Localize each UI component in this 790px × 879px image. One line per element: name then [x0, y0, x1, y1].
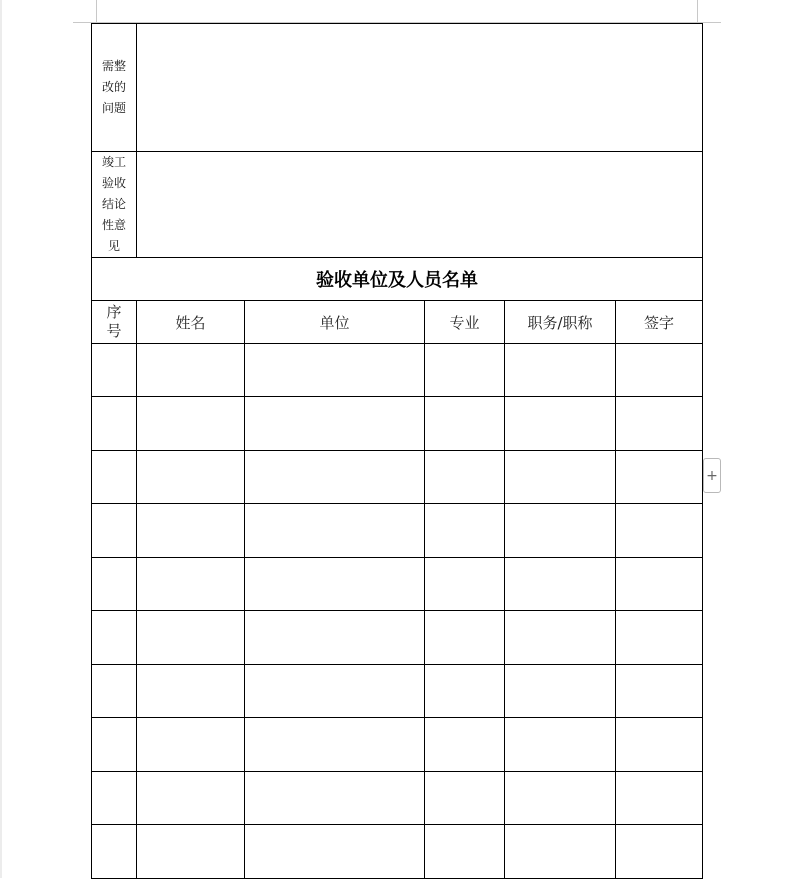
cell-sign[interactable] — [616, 397, 703, 451]
header-seq: 序 号 — [92, 301, 137, 344]
table-row — [92, 611, 703, 665]
cell-major[interactable] — [425, 665, 505, 718]
cell-unit[interactable] — [245, 611, 425, 665]
header-sign: 签字 — [616, 301, 703, 344]
cell-title[interactable] — [505, 344, 616, 397]
header-name: 姓名 — [137, 301, 245, 344]
person-rows — [92, 344, 703, 879]
issues-content-cell[interactable] — [137, 24, 703, 152]
cell-unit[interactable] — [245, 451, 425, 504]
cell-major[interactable] — [425, 825, 505, 879]
cell-major[interactable] — [425, 558, 505, 611]
cell-name[interactable] — [137, 611, 245, 665]
table-row — [92, 825, 703, 879]
table-row — [92, 665, 703, 718]
page-edge — [0, 0, 2, 878]
cell-major[interactable] — [425, 451, 505, 504]
cell-name[interactable] — [137, 397, 245, 451]
margin-guide-right — [697, 0, 698, 22]
cell-name[interactable] — [137, 558, 245, 611]
cell-title[interactable] — [505, 611, 616, 665]
cell-major[interactable] — [425, 772, 505, 825]
cell-sign[interactable] — [616, 611, 703, 665]
cell-name[interactable] — [137, 504, 245, 558]
cell-title[interactable] — [505, 718, 616, 772]
table-row — [92, 397, 703, 451]
header-row — [92, 301, 703, 344]
conclusion-row — [92, 152, 703, 258]
cell-unit[interactable] — [245, 558, 425, 611]
cell-seq[interactable] — [92, 665, 137, 718]
cell-unit[interactable] — [245, 504, 425, 558]
conclusion-content-cell[interactable] — [137, 152, 703, 258]
cell-unit[interactable] — [245, 772, 425, 825]
cell-sign[interactable] — [616, 718, 703, 772]
cell-unit[interactable] — [245, 825, 425, 879]
cell-title[interactable] — [505, 665, 616, 718]
cell-major[interactable] — [425, 611, 505, 665]
cell-major[interactable] — [425, 718, 505, 772]
cell-seq[interactable] — [92, 504, 137, 558]
cell-seq[interactable] — [92, 451, 137, 504]
cell-major[interactable] — [425, 397, 505, 451]
table-row — [92, 718, 703, 772]
header-unit: 单位 — [245, 301, 425, 344]
cell-seq[interactable] — [92, 344, 137, 397]
cell-sign[interactable] — [616, 772, 703, 825]
cell-unit[interactable] — [245, 344, 425, 397]
cell-sign[interactable] — [616, 558, 703, 611]
add-row-button[interactable] — [703, 458, 721, 493]
cell-sign[interactable] — [616, 451, 703, 504]
cell-title[interactable] — [505, 558, 616, 611]
issues-label: 需整 改的 问题 — [92, 24, 137, 152]
margin-guide-left — [96, 0, 97, 22]
issues-row — [92, 24, 703, 152]
title-row — [92, 258, 703, 301]
plus-icon: + — [706, 467, 718, 484]
cell-title[interactable] — [505, 504, 616, 558]
acceptance-form-table — [91, 23, 703, 879]
table-row — [92, 504, 703, 558]
cell-seq[interactable] — [92, 772, 137, 825]
table-title: 验收单位及人员名单 — [92, 258, 703, 301]
cell-name[interactable] — [137, 665, 245, 718]
cell-name[interactable] — [137, 772, 245, 825]
header-title: 职务/职称 — [505, 301, 616, 344]
table-row — [92, 451, 703, 504]
cell-unit[interactable] — [245, 718, 425, 772]
cell-unit[interactable] — [245, 665, 425, 718]
cell-unit[interactable] — [245, 397, 425, 451]
table-row — [92, 772, 703, 825]
cell-seq[interactable] — [92, 825, 137, 879]
cell-seq[interactable] — [92, 558, 137, 611]
cell-title[interactable] — [505, 397, 616, 451]
cell-seq[interactable] — [92, 611, 137, 665]
cell-sign[interactable] — [616, 825, 703, 879]
table-row — [92, 558, 703, 611]
conclusion-label: 竣工 验收 结论 性意 见 — [92, 152, 137, 258]
cell-title[interactable] — [505, 451, 616, 504]
cell-sign[interactable] — [616, 504, 703, 558]
header-major: 专业 — [425, 301, 505, 344]
cell-name[interactable] — [137, 344, 245, 397]
cell-seq[interactable] — [92, 397, 137, 451]
cell-sign[interactable] — [616, 344, 703, 397]
cell-sign[interactable] — [616, 665, 703, 718]
cell-title[interactable] — [505, 825, 616, 879]
cell-name[interactable] — [137, 451, 245, 504]
cell-major[interactable] — [425, 344, 505, 397]
cell-seq[interactable] — [92, 718, 137, 772]
cell-name[interactable] — [137, 825, 245, 879]
table-row — [92, 344, 703, 397]
cell-major[interactable] — [425, 504, 505, 558]
cell-name[interactable] — [137, 718, 245, 772]
cell-title[interactable] — [505, 772, 616, 825]
